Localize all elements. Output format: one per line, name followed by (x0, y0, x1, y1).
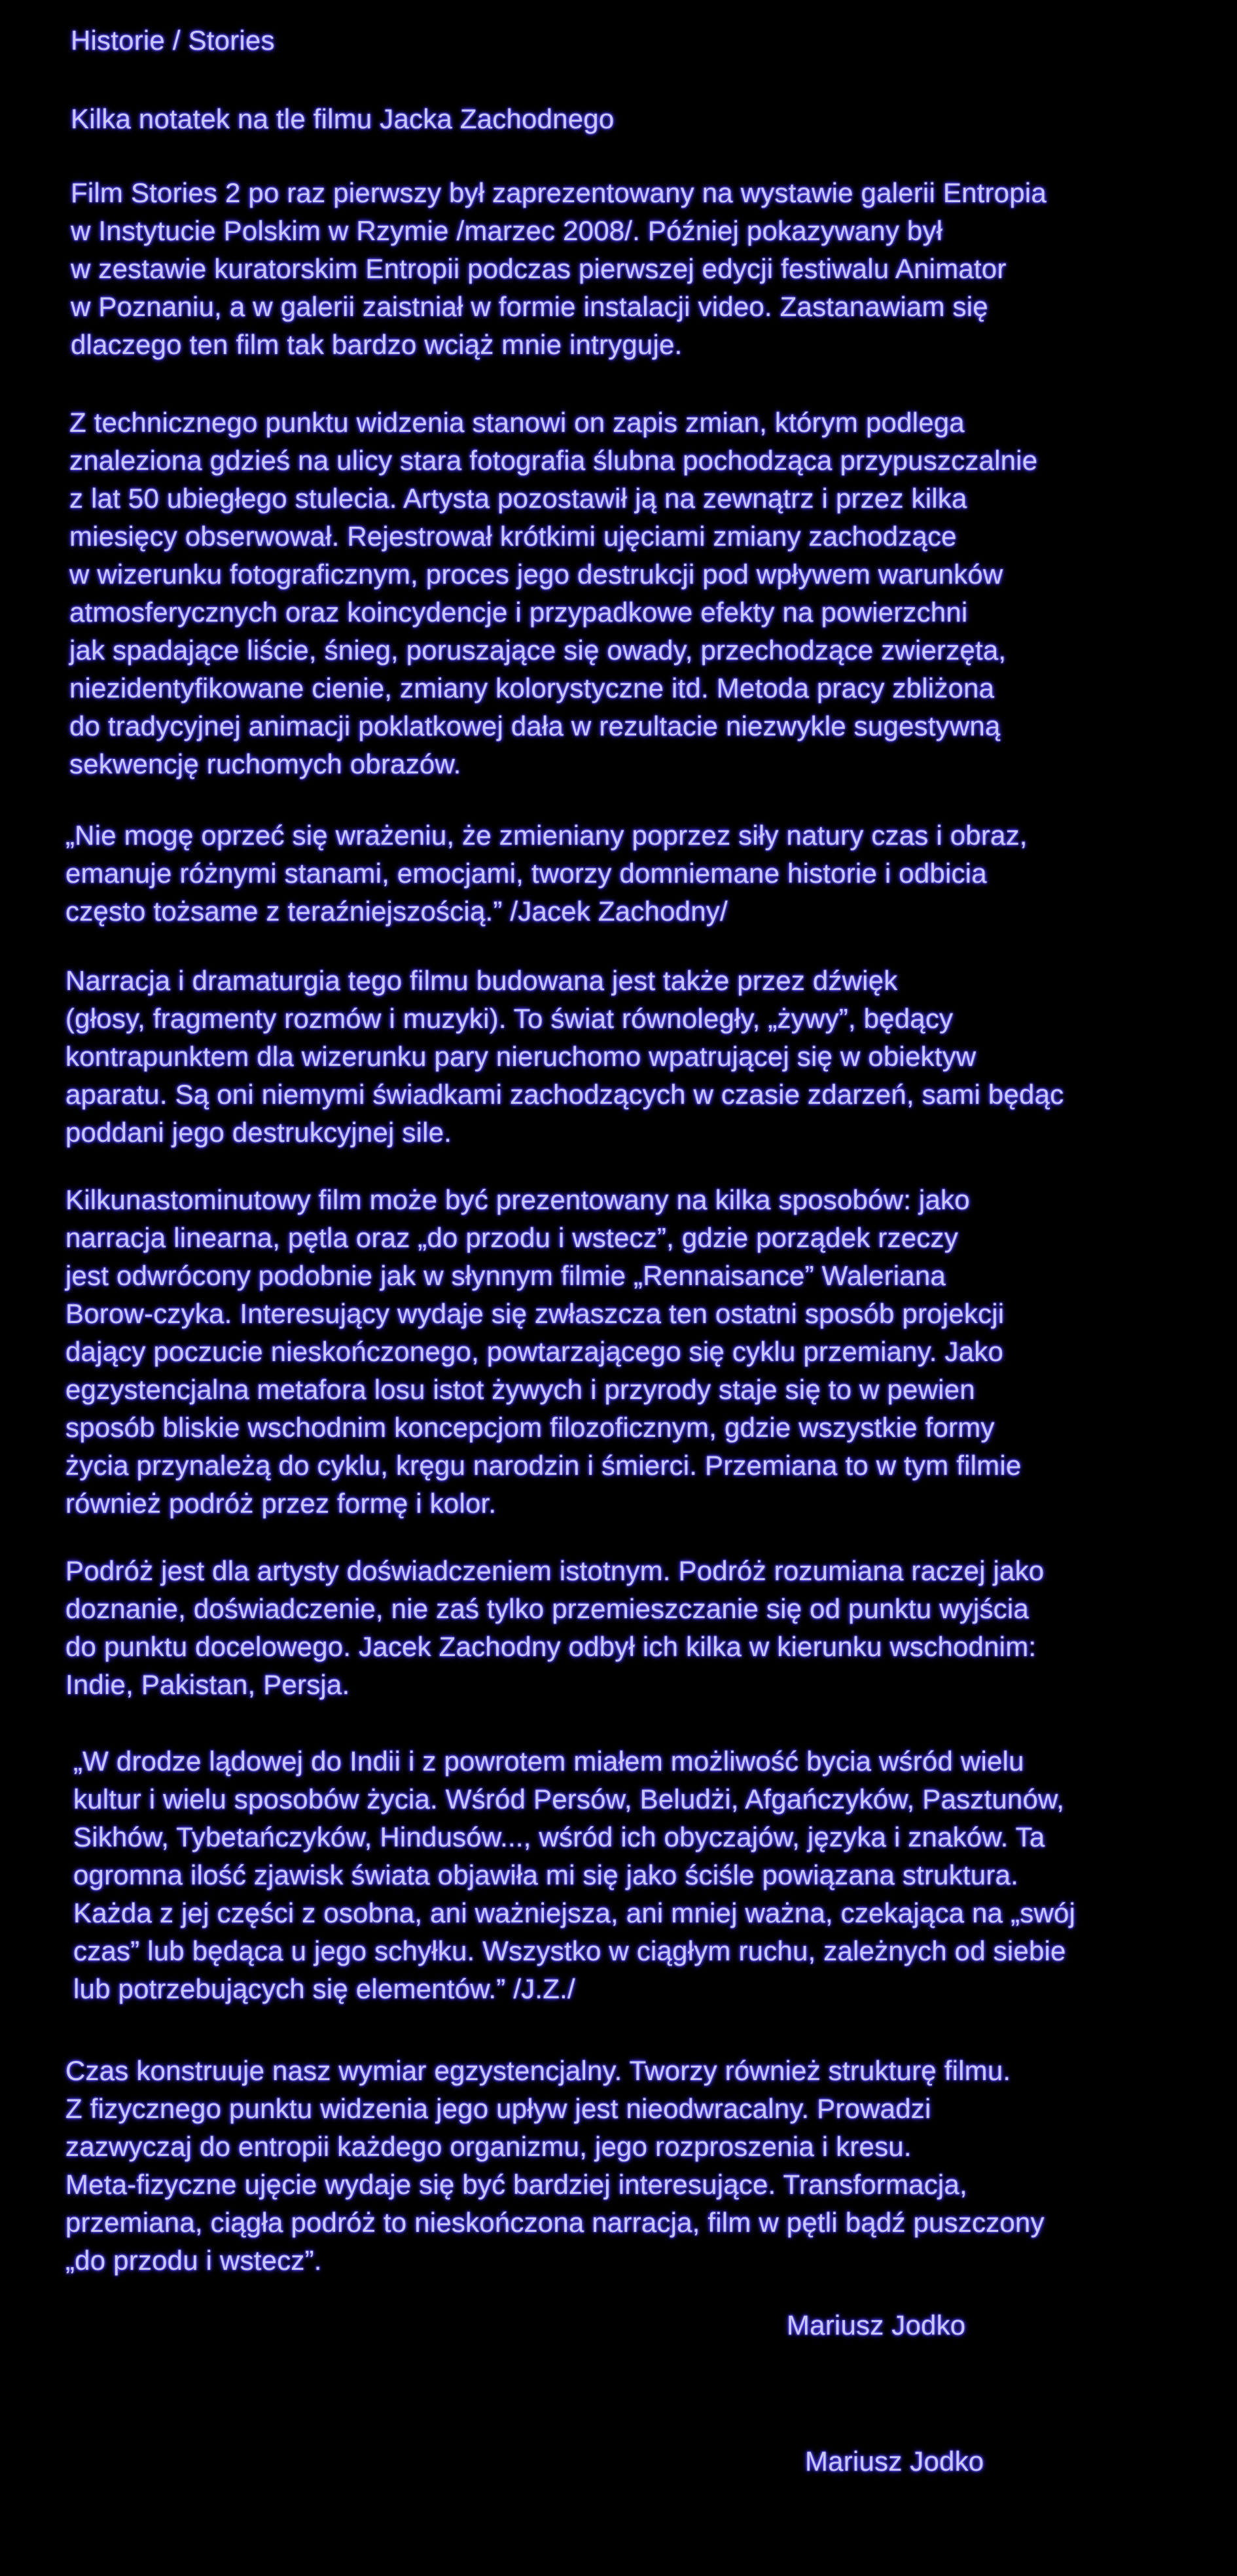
paragraph-line: przemiana, ciągła podróż to nieskończona narracja, film w pętli bądź puszczony (65, 2207, 1045, 2238)
paragraph-line: znaleziona gdzieś na ulicy stara fotografia ślubna pochodząca przypuszczalnie (69, 445, 1038, 476)
paragraph-line: do punktu docelowego. Jacek Zachodny odbył ich kilka w kierunku wschodnim: (65, 1631, 1037, 1662)
paragraph-line: egzystencjalna metafora losu istot żywych i przyrody staje się to w pewien (65, 1374, 975, 1405)
paragraph-line: emanuje różnymi stanami, emocjami, tworzy domniemane historie i odbicia (65, 858, 987, 889)
paragraph-line: „Nie mogę oprzeć się wrażeniu, że zmieniany poprzez siły natury czas i obraz, (65, 820, 1028, 851)
document-title: Historie / Stories (71, 25, 275, 56)
paragraph-line: Indie, Pakistan, Persja. (65, 1669, 350, 1700)
paragraph-line: kontrapunktem dla wizerunku pary nieruchomo wpatrującej się w obiektyw (65, 1041, 977, 1072)
paragraph-line: miesięcy obserwował. Rejestrował krótkimi ujęciami zmiany zachodzące (69, 521, 957, 552)
paragraph-line: w Instytucie Polskim w Rzymie /marzec 2008/. Później pokazywany był (71, 215, 943, 246)
paragraph-line: lub potrzebujących się elementów.” /J.Z./ (73, 1973, 575, 2004)
paragraph-line: z lat 50 ubiegłego stulecia. Artysta pozostawił ją na zewnątrz i przez kilka (69, 483, 967, 514)
paragraph-line: Czas konstruuje nasz wymiar egzystencjalny. Tworzy również strukturę filmu. (65, 2055, 1011, 2086)
paragraph-line: Sikhów, Tybetańczyków, Hindusów..., wśród ich obyczajów, języka i znaków. Ta (73, 1822, 1045, 1852)
paragraph-line: w zestawie kuratorskim Entropii podczas pierwszej edycji festiwalu Animator (71, 253, 1007, 284)
author-signature-repeat: Mariusz Jodko (805, 2446, 984, 2477)
paragraph-6 (65, 1552, 1044, 1704)
paragraph-line: Kilkunastominutowy film może być prezentowany na kilka sposobów: jako (65, 1184, 970, 1215)
document-subtitle: Kilka notatek na tle filmu Jacka Zachodnego (71, 103, 615, 134)
paragraph-line: często tożsame z teraźniejszością.” /Jacek Zachodny/ (65, 896, 728, 926)
paragraph-line: zazwyczaj do entropii każdego organizmu, jego rozproszenia i kresu. (65, 2131, 912, 2162)
paragraph-line: czas” lub będąca u jego schyłku. Wszystko w ciągłym ruchu, zależnych od siebie (73, 1935, 1066, 1966)
paragraph-line: kultur i wielu sposobów życia. Wśród Persów, Beludżi, Afgańczyków, Pasztunów, (73, 1784, 1065, 1814)
paragraph-line: „do przodu i wstecz”. (65, 2245, 322, 2276)
paragraph-line: aparatu. Są oni niemymi świadkami zachodzących w czasie zdarzeń, sami będąc (65, 1079, 1064, 1110)
paragraph-line: życia przynależą do cyklu, kręgu narodzin i śmierci. Przemiana to w tym filmie (65, 1450, 1022, 1481)
paragraph-line: dlaczego ten film tak bardzo wciąż mnie intryguje. (71, 329, 683, 360)
paragraph-1 (71, 174, 1047, 364)
author-signature: Mariusz Jodko (787, 2310, 966, 2340)
paragraph-line: do tradycyjnej animacji poklatkowej dała w rezultacie niezwykle sugestywną (69, 711, 1001, 741)
quote-paragraph-2 (73, 1742, 1075, 2008)
paragraph-line: Podróż jest dla artysty doświadczeniem istotnym. Podróż rozumiana raczej jako (65, 1555, 1045, 1586)
paragraph-line: Narracja i dramaturgia tego filmu budowana jest także przez dźwięk (65, 965, 898, 996)
paragraph-line: Borow-czyka. Interesujący wydaje się zwłaszcza ten ostatni sposób projekcji (65, 1298, 1005, 1329)
paragraph-line: w wizerunku fotograficznym, proces jego destrukcji pod wpływem warunków (69, 559, 1003, 590)
paragraph-line: niezidentyfikowane cienie, zmiany kolorystyczne itd. Metoda pracy zbliżona (69, 673, 995, 703)
paragraph-line: jak spadające liście, śnieg, poruszające się owady, przechodzące zwierzęta, (69, 635, 1007, 665)
paragraph-5 (65, 1181, 1021, 1523)
paragraph-line: również podróż przez formę i kolor. (65, 1488, 497, 1519)
paragraph-8 (65, 2052, 1045, 2280)
paragraph-line: ogromna ilość zjawisk świata objawiła mi się jako ściśle powiązana struktura. (73, 1860, 1018, 1890)
paragraph-line: sekwencję ruchomych obrazów. (69, 749, 461, 779)
paragraph-line: Z fizycznego punktu widzenia jego upływ jest nieodwracalny. Prowadzi (65, 2093, 931, 2124)
paragraph-line: doznanie, doświadczenie, nie zaś tylko przemieszczanie się od punktu wyjścia (65, 1593, 1029, 1624)
paragraph-line: poddani jego destrukcyjnej sile. (65, 1117, 452, 1148)
paragraph-line: Z technicznego punktu widzenia stanowi on zapis zmian, którym podlega (69, 407, 965, 438)
paragraph-line: (głosy, fragmenty rozmów i muzyki). To świat równoległy, „żywy”, będący (65, 1003, 954, 1034)
paragraph-line: w Poznaniu, a w galerii zaistniał w formie instalacji video. Zastanawiam się (71, 291, 988, 322)
paragraph-4 (65, 962, 1064, 1152)
paragraph-2 (69, 404, 1037, 783)
paragraph-line: atmosferycznych oraz koincydencje i przypadkowe efekty na powierzchni (69, 597, 968, 627)
quote-paragraph-1 (65, 817, 1028, 930)
paragraph-line: dający poczucie nieskończonego, powtarzającego się cyklu przemiany. Jako (65, 1336, 1004, 1367)
paragraph-line: sposób bliskie wschodnim koncepcjom filozoficznym, gdzie wszystkie formy (65, 1412, 995, 1443)
paragraph-line: Każda z jej części z osobna, ani ważniejsza, ani mniej ważna, czekająca na „swój (73, 1897, 1076, 1928)
paragraph-line: narracja linearna, pętla oraz „do przodu i wstecz”, gdzie porządek rzeczy (65, 1222, 958, 1253)
paragraph-line: „W drodze lądowej do Indii i z powrotem miałem możliwość bycia wśród wielu (73, 1746, 1024, 1776)
paragraph-line: Meta-fizyczne ujęcie wydaje się być bardziej interesujące. Transformacja, (65, 2169, 967, 2200)
paragraph-line: Film Stories 2 po raz pierwszy był zaprezentowany na wystawie galerii Entropia (71, 177, 1047, 208)
paragraph-line: jest odwrócony podobnie jak w słynnym filmie „Rennaisance” Waleriana (65, 1260, 946, 1291)
